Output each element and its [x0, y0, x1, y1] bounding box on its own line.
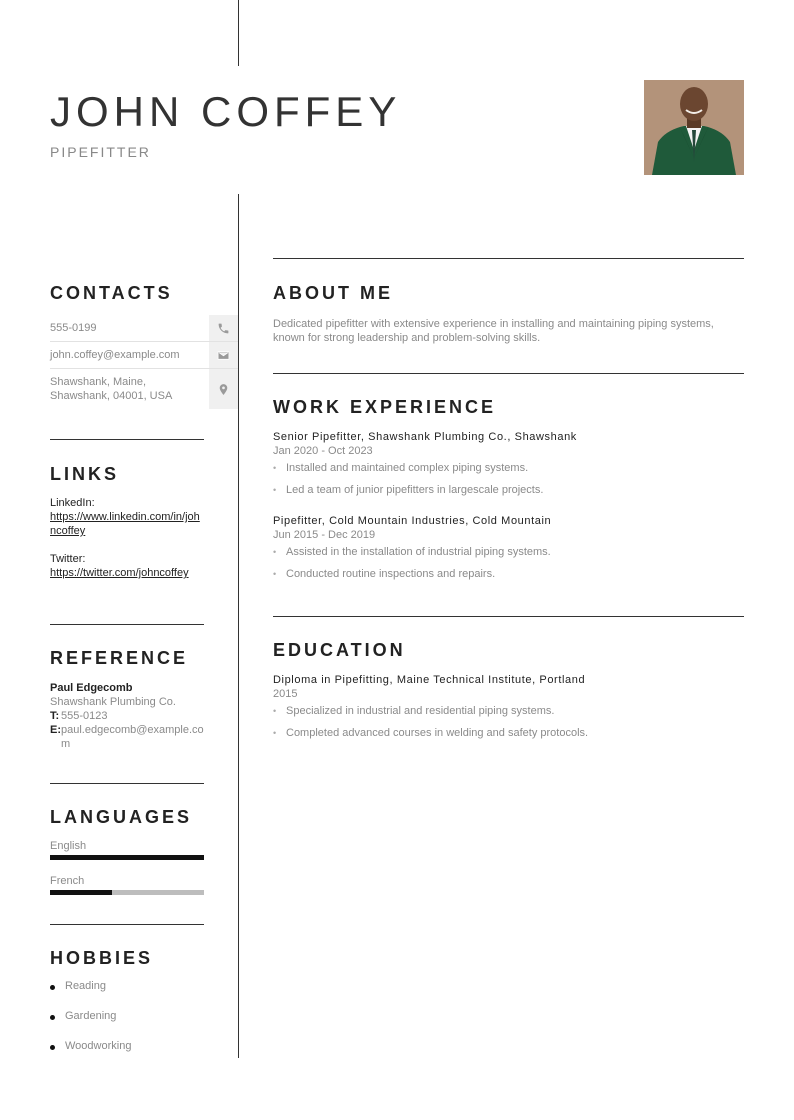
hobbies-list [50, 980, 131, 1070]
profile-photo [644, 80, 744, 175]
job-bullet: • Installed and maintained complex piping systems. [273, 461, 744, 483]
bullet-dot [50, 985, 55, 990]
job-title: Senior Pipefitter, Shawshank Plumbing Co., Shawshank [273, 431, 577, 443]
reference-phone: 555-0123 [61, 710, 108, 722]
candidate-job-title: PIPEFITTER [50, 144, 151, 160]
contact-phone-text: 555-0199 [50, 322, 97, 334]
language-name: English [50, 840, 87, 852]
language-level-bar [50, 890, 204, 895]
job-title: Pipefitter, Cold Mountain Industries, Cold Mountain [273, 515, 552, 527]
contact-email-text: john.coffey@example.com [50, 349, 180, 361]
work-section [273, 397, 744, 589]
reference-company: Shawshank Plumbing Co. [50, 696, 176, 708]
twitter-link[interactable]: https://twitter.com/johncoffey [50, 567, 189, 579]
reference-block [50, 681, 210, 751]
languages-heading: LANGUAGES [50, 807, 193, 827]
section-divider [50, 924, 204, 925]
reference-phone-line [50, 709, 210, 723]
education-title: Diploma in Pipefitting, Maine Technical Institute, Portland [273, 674, 586, 686]
reference-phone-label: T: [50, 710, 60, 722]
job-bullets [273, 545, 744, 589]
job-bullet: • Conducted routine inspections and repairs. [273, 567, 744, 589]
work-heading: WORK EXPERIENCE [273, 397, 497, 417]
section-divider [50, 624, 204, 625]
about-heading: ABOUT ME [273, 283, 393, 303]
section-divider [273, 373, 744, 374]
language-item [50, 875, 204, 895]
language-level-fill [50, 855, 204, 860]
job-dates: Jan 2020 - Oct 2023 [273, 445, 373, 457]
education-bullets [273, 704, 744, 748]
links-heading: LINKS [50, 464, 119, 484]
linkedin-link[interactable]: https://www.linkedin.com/in/johncoffey [50, 511, 200, 537]
envelope-icon [209, 342, 238, 368]
candidate-name: JOHN COFFEY [50, 88, 402, 135]
hobbies-heading: HOBBIES [50, 948, 154, 968]
phone-icon [209, 315, 238, 341]
section-divider [50, 783, 204, 784]
job-entry [273, 431, 744, 505]
education-bullet: • Completed advanced courses in welding and safety protocols. [273, 726, 744, 748]
contact-email [50, 342, 238, 369]
education-heading: EDUCATION [273, 640, 406, 660]
hobby-item [50, 1040, 131, 1070]
hobby-text: Gardening [65, 1010, 117, 1022]
hobby-text: Woodworking [65, 1040, 132, 1052]
language-level-fill [50, 890, 112, 895]
contact-address [50, 369, 238, 409]
education-bullet: • Specialized in industrial and residential piping systems. [273, 704, 744, 726]
contact-address-text: Shawshank, Maine, Shawshank, 04001, USA [50, 376, 173, 402]
job-bullet: • Led a team of junior pipefitters in largescale projects. [273, 483, 744, 505]
job-bullets [273, 461, 744, 505]
linkedin-label: LinkedIn: [50, 497, 95, 509]
reference-email: paul.edgecomb@example.com [61, 724, 204, 750]
education-dates: 2015 [273, 688, 298, 700]
section-divider [50, 439, 204, 440]
hobby-item [50, 1010, 131, 1040]
education-section [273, 640, 744, 748]
contact-list [50, 315, 238, 409]
contact-phone [50, 315, 238, 342]
language-name: French [50, 875, 85, 887]
reference-name: Paul Edgecomb [50, 682, 133, 694]
language-item [50, 840, 204, 860]
reference-heading: REFERENCE [50, 648, 189, 668]
reference-email-label: E: [50, 724, 61, 736]
section-divider [273, 616, 744, 617]
vertical-divider-top [238, 0, 239, 66]
hobby-text: Reading [65, 980, 106, 992]
bullet-dot [50, 1015, 55, 1020]
language-level-bar [50, 855, 204, 860]
location-pin-icon [209, 369, 238, 409]
about-text: Dedicated pipefitter with extensive experience in installing and maintaining piping systems, known for strong leadership and problem-solving skills. [273, 318, 714, 344]
contacts-heading: CONTACTS [50, 283, 173, 303]
vertical-divider [238, 194, 239, 1058]
links-list [50, 496, 204, 594]
reference-email-line [50, 723, 210, 751]
about-section [273, 283, 744, 345]
twitter-label: Twitter: [50, 553, 86, 565]
job-dates: Jun 2015 - Dec 2019 [273, 529, 376, 541]
education-entry [273, 674, 744, 748]
hobby-item [50, 980, 131, 1010]
bullet-dot [50, 1045, 55, 1050]
section-divider [273, 258, 744, 259]
job-entry [273, 515, 744, 589]
job-bullet: • Assisted in the installation of industrial piping systems. [273, 545, 744, 567]
